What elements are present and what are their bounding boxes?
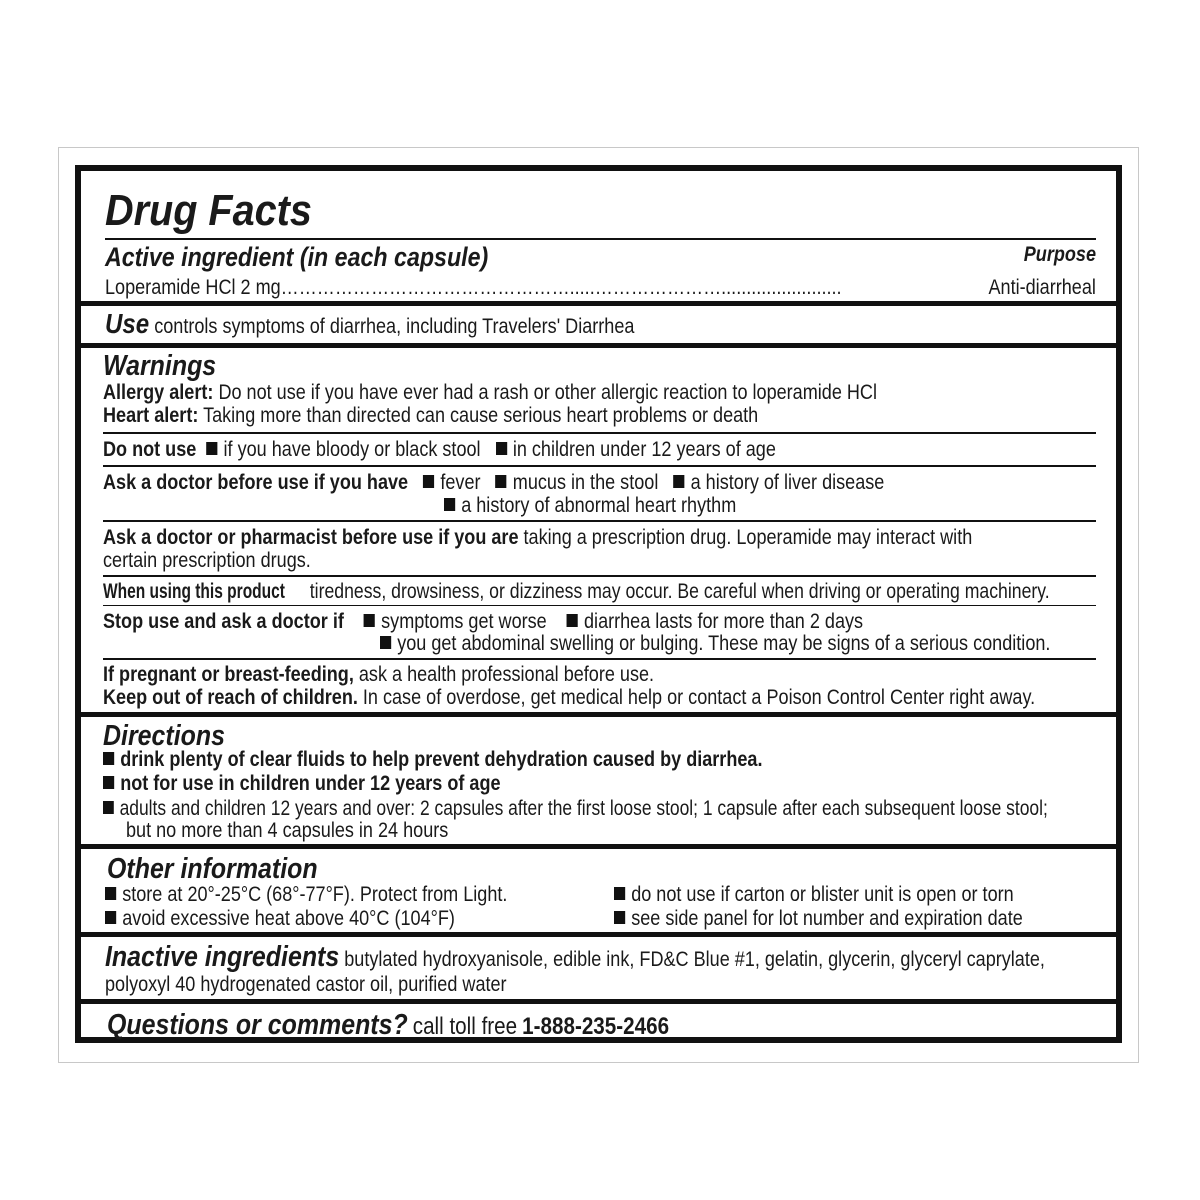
ask-doctor-item: a history of abnormal heart rhythm bbox=[461, 494, 737, 517]
questions-row bbox=[107, 1010, 669, 1040]
when-using-text: tiredness, drowsiness, or dizziness may occur. Be careful when driving or operating machinery. bbox=[309, 580, 1050, 603]
stop-use-item: diarrhea lasts for more than 2 days bbox=[584, 610, 864, 633]
warnings-divider bbox=[103, 658, 1096, 660]
use-heading: Use bbox=[105, 308, 150, 339]
stop-use-item: symptoms get worse bbox=[381, 610, 547, 633]
ingredient-purpose: Anti-diarrheal bbox=[985, 276, 1096, 299]
other-info-text: see side panel for lot number and expiration date bbox=[631, 907, 1023, 930]
section-divider bbox=[81, 301, 1116, 306]
pregnant-warning bbox=[103, 663, 654, 686]
bullet-square-icon bbox=[567, 614, 578, 627]
bullet-square-icon bbox=[496, 442, 507, 455]
warnings-heading: Warnings bbox=[103, 350, 217, 382]
bullet-square-icon bbox=[105, 911, 116, 924]
warnings-divider bbox=[103, 605, 1096, 606]
other-info-item bbox=[105, 883, 507, 906]
stop-use-label: Stop use and ask a doctor if bbox=[103, 610, 344, 633]
heart-alert-text: Taking more than directed can cause serious heart problems or death bbox=[203, 404, 759, 427]
bullet-square-icon bbox=[496, 475, 507, 488]
bullet-square-icon bbox=[423, 475, 434, 488]
ingredient-name: Loperamide HCl 2 mg bbox=[105, 276, 281, 299]
bullet-square-icon bbox=[380, 636, 391, 649]
heart-alert bbox=[103, 404, 758, 427]
bullet-square-icon bbox=[105, 887, 116, 900]
allergy-alert-text: Do not use if you have ever had a rash or other allergic reaction to loperamide HCl bbox=[218, 381, 877, 404]
section-divider bbox=[81, 932, 1116, 937]
title-divider bbox=[105, 238, 1096, 240]
do-not-use-item: if you have bloody or black stool bbox=[223, 438, 481, 461]
warnings-divider bbox=[103, 432, 1096, 434]
ask-doctor-item: fever bbox=[440, 471, 481, 494]
section-divider bbox=[81, 712, 1116, 717]
when-using-label: When using this product bbox=[103, 580, 285, 603]
bullet-square-icon bbox=[206, 442, 217, 455]
stop-use-line2 bbox=[380, 632, 1050, 655]
leader-dots: ………………………………………….....…………………........................ bbox=[280, 276, 842, 299]
other-info-item bbox=[614, 883, 1014, 906]
drug-facts-panel bbox=[75, 165, 1122, 1043]
directions-item bbox=[103, 797, 1048, 820]
bullet-square-icon bbox=[103, 776, 114, 789]
directions-item-continued: but no more than 4 capsules in 24 hours bbox=[126, 819, 449, 842]
allergy-alert-label: Allergy alert: bbox=[103, 381, 214, 404]
phone-number: 1-888-235-2466 bbox=[522, 1013, 670, 1040]
ask-pharmacist-label: Ask a doctor or pharmacist before use if you are bbox=[103, 526, 519, 549]
bullet-square-icon bbox=[103, 801, 114, 814]
bullet-square-icon bbox=[444, 498, 455, 511]
bullet-square-icon bbox=[103, 752, 114, 765]
ask-doctor-item: mucus in the stool bbox=[512, 471, 659, 494]
keep-out-text: In case of overdose, get medical help or contact a Poison Control Center right away. bbox=[362, 686, 1036, 709]
other-info-text: do not use if carton or blister unit is open or torn bbox=[631, 883, 1014, 906]
inactive-text-2: polyoxyl 40 hydrogenated castor oil, purified water bbox=[105, 973, 507, 996]
ask-doctor bbox=[103, 471, 884, 494]
ask-pharmacist-text-2: certain prescription drugs. bbox=[103, 549, 311, 572]
other-info-item bbox=[614, 907, 1023, 930]
ask-doctor-label: Ask a doctor before use if you have bbox=[103, 471, 409, 494]
allergy-alert bbox=[103, 381, 877, 404]
do-not-use-item: in children under 12 years of age bbox=[512, 438, 776, 461]
questions-text: call toll free bbox=[412, 1013, 518, 1040]
bullet-square-icon bbox=[364, 614, 375, 627]
other-info-text: avoid excessive heat above 40°C (104°F) bbox=[122, 907, 455, 930]
use-text: controls symptoms of diarrhea, including Travelers' Diarrhea bbox=[154, 315, 635, 338]
section-divider bbox=[81, 343, 1116, 348]
directions-heading: Directions bbox=[103, 720, 225, 752]
other-info-item bbox=[105, 907, 455, 930]
warnings-divider bbox=[103, 575, 1096, 577]
pregnant-label: If pregnant or breast-feeding, bbox=[103, 663, 354, 686]
purpose-heading: Purpose bbox=[1023, 243, 1096, 266]
directions-item-text: not for use in children under 12 years of age bbox=[120, 772, 501, 795]
inactive-ingredients bbox=[105, 942, 1045, 972]
stop-use bbox=[103, 610, 863, 633]
ask-doctor-line2 bbox=[444, 494, 736, 517]
bullet-square-icon bbox=[614, 887, 625, 900]
warnings-divider bbox=[103, 520, 1096, 522]
ask-pharmacist bbox=[103, 526, 972, 549]
directions-item bbox=[103, 772, 501, 795]
keep-out-warning bbox=[103, 686, 1035, 709]
warnings-divider bbox=[103, 465, 1096, 467]
when-using bbox=[103, 580, 1050, 603]
active-ingredient-row bbox=[105, 276, 842, 299]
bullet-square-icon bbox=[673, 475, 684, 488]
heart-alert-label: Heart alert: bbox=[103, 404, 199, 427]
directions-item bbox=[103, 748, 762, 771]
ask-doctor-item: a history of liver disease bbox=[690, 471, 885, 494]
other-info-text: store at 20°-25°C (68°-77°F). Protect from Light. bbox=[122, 883, 508, 906]
do-not-use-label: Do not use bbox=[103, 438, 197, 461]
pregnant-text: ask a health professional before use. bbox=[358, 663, 655, 686]
inactive-heading: Inactive ingredients bbox=[105, 941, 340, 973]
inactive-text: butylated hydroxyanisole, edible ink, FD&C Blue #1, gelatin, glycerin, glyceryl caprylate, bbox=[344, 948, 1045, 971]
questions-heading: Questions or comments? bbox=[107, 1009, 408, 1041]
directions-item-text: adults and children 12 years and over: 2 capsules after the first loose stool; 1 capsule after each subsequent loose stool; bbox=[119, 797, 1048, 820]
stop-use-item: you get abdominal swelling or bulging. These may be signs of a serious condition. bbox=[397, 632, 1051, 655]
directions-item-text: drink plenty of clear fluids to help prevent dehydration caused by diarrhea. bbox=[120, 748, 763, 771]
active-ingredient-heading: Active ingredient (in each capsule) bbox=[105, 242, 489, 272]
keep-out-label: Keep out of reach of children. bbox=[103, 686, 358, 709]
do-not-use bbox=[103, 438, 776, 461]
drug-facts-title: Drug Facts bbox=[105, 186, 312, 235]
use-row bbox=[105, 309, 634, 339]
ask-pharmacist-text: taking a prescription drug. Loperamide may interact with bbox=[523, 526, 973, 549]
section-divider bbox=[81, 844, 1116, 849]
section-divider bbox=[81, 999, 1116, 1004]
other-info-heading: Other information bbox=[107, 853, 318, 885]
bullet-square-icon bbox=[614, 911, 625, 924]
